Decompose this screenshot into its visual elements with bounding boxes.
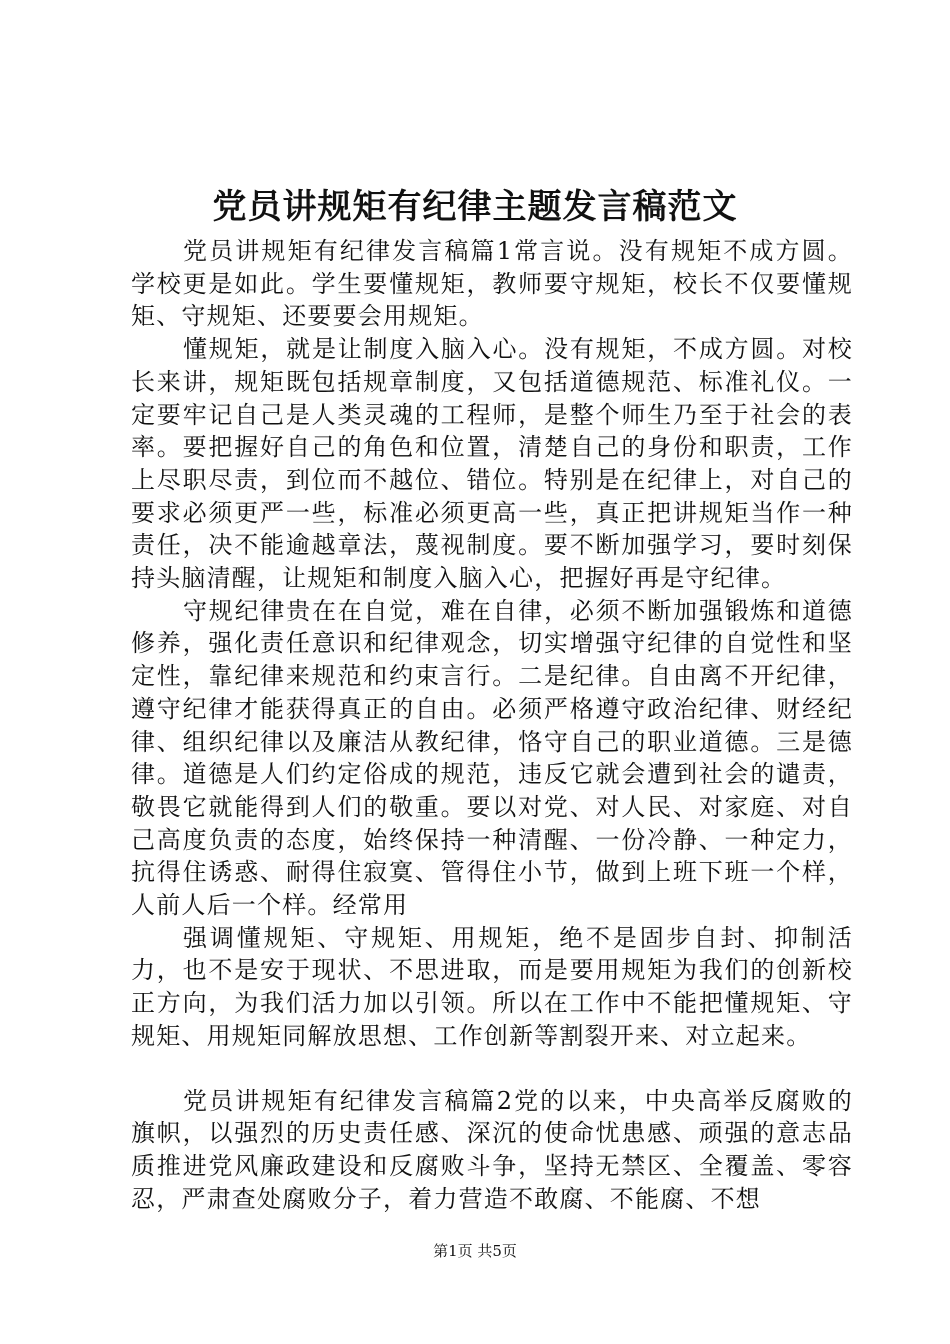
document-body [131,235,853,1215]
page-footer: 第1页 共5页 [433,1242,517,1260]
paragraph-1: 党员讲规矩有纪律发言稿篇1常言说。没有规矩不成方圆。学校更是如此。学生要懂规矩，教师要守规矩，校长不仅要懂规矩、守规矩、还要要会用规矩。 [131,237,853,331]
paragraph-2: 懂规矩，就是让制度入脑入心。没有规矩，不成方圆。对校长来讲，规矩既包括规章制度，又包括道德规范、标准礼仪。一定要牢记自己是人类灵魂的工程师，是整个师生乃至于社会的表率。要把握好自己的角色和位置，清楚自己的身份和职责，工作上尽职尽责，到位而不越位、错位。特别是在纪律上，对自己的要求必须更严一些，标准必须更高一些，真正把讲规矩当作一种责任，决不能逾越章法，蔑视制度。要不断加强学习，要时刻保持头脑清醒，让规矩和制度入脑入心，把握好再是守纪律。 [131,335,853,593]
document-title: 党员讲规矩有纪律主题发言稿范文 [212,187,738,227]
paragraph-4: 强调懂规矩、守规矩、用规矩，绝不是固步自封、抑制活力，也不是安于现状、不思进取，而是要用规矩为我们的创新校正方向，为我们活力加以引领。所以在工作中不能把懂规矩、守规矩、用规矩同解放思想、工作创新等割裂开来、对立起来。 [131,923,853,1050]
paragraph-3: 守规纪律贵在在自觉，难在自律，必须不断加强锻炼和道德修养，强化责任意识和纪律观念，切实增强守纪律的自觉性和坚定性，靠纪律来规范和约束言行。二是纪律。自由离不开纪律，遵守纪律才能获得真正的自由。必须严格遵守政治纪律、财经纪律、组织纪律以及廉洁从教纪律，恪守自己的职业道德。三是德律。道德是人们约定俗成的规范，违反它就会遭到社会的谴责，敬畏它就能得到人们的敬重。要以对党、对人民、对家庭、对自己高度负责的态度，始终保持一种清醒、一份冷静、一种定力，抗得住诱惑、耐得住寂寞、管得住小节，做到上班下班一个样，人前人后一个样。经常用 [131,596,853,920]
paragraph-5: 党员讲规矩有纪律发言稿篇2党的以来，中央高举反腐败的旗帜，以强烈的历史责任感、深沉的使命忧患感、顽强的意志品质推进党风廉政建设和反腐败斗争，坚持无禁区、全覆盖、零容忍，严肃查处腐败分子，着力营造不敢腐、不能腐、不想 [131,1086,853,1213]
section-spacer [131,1053,853,1085]
